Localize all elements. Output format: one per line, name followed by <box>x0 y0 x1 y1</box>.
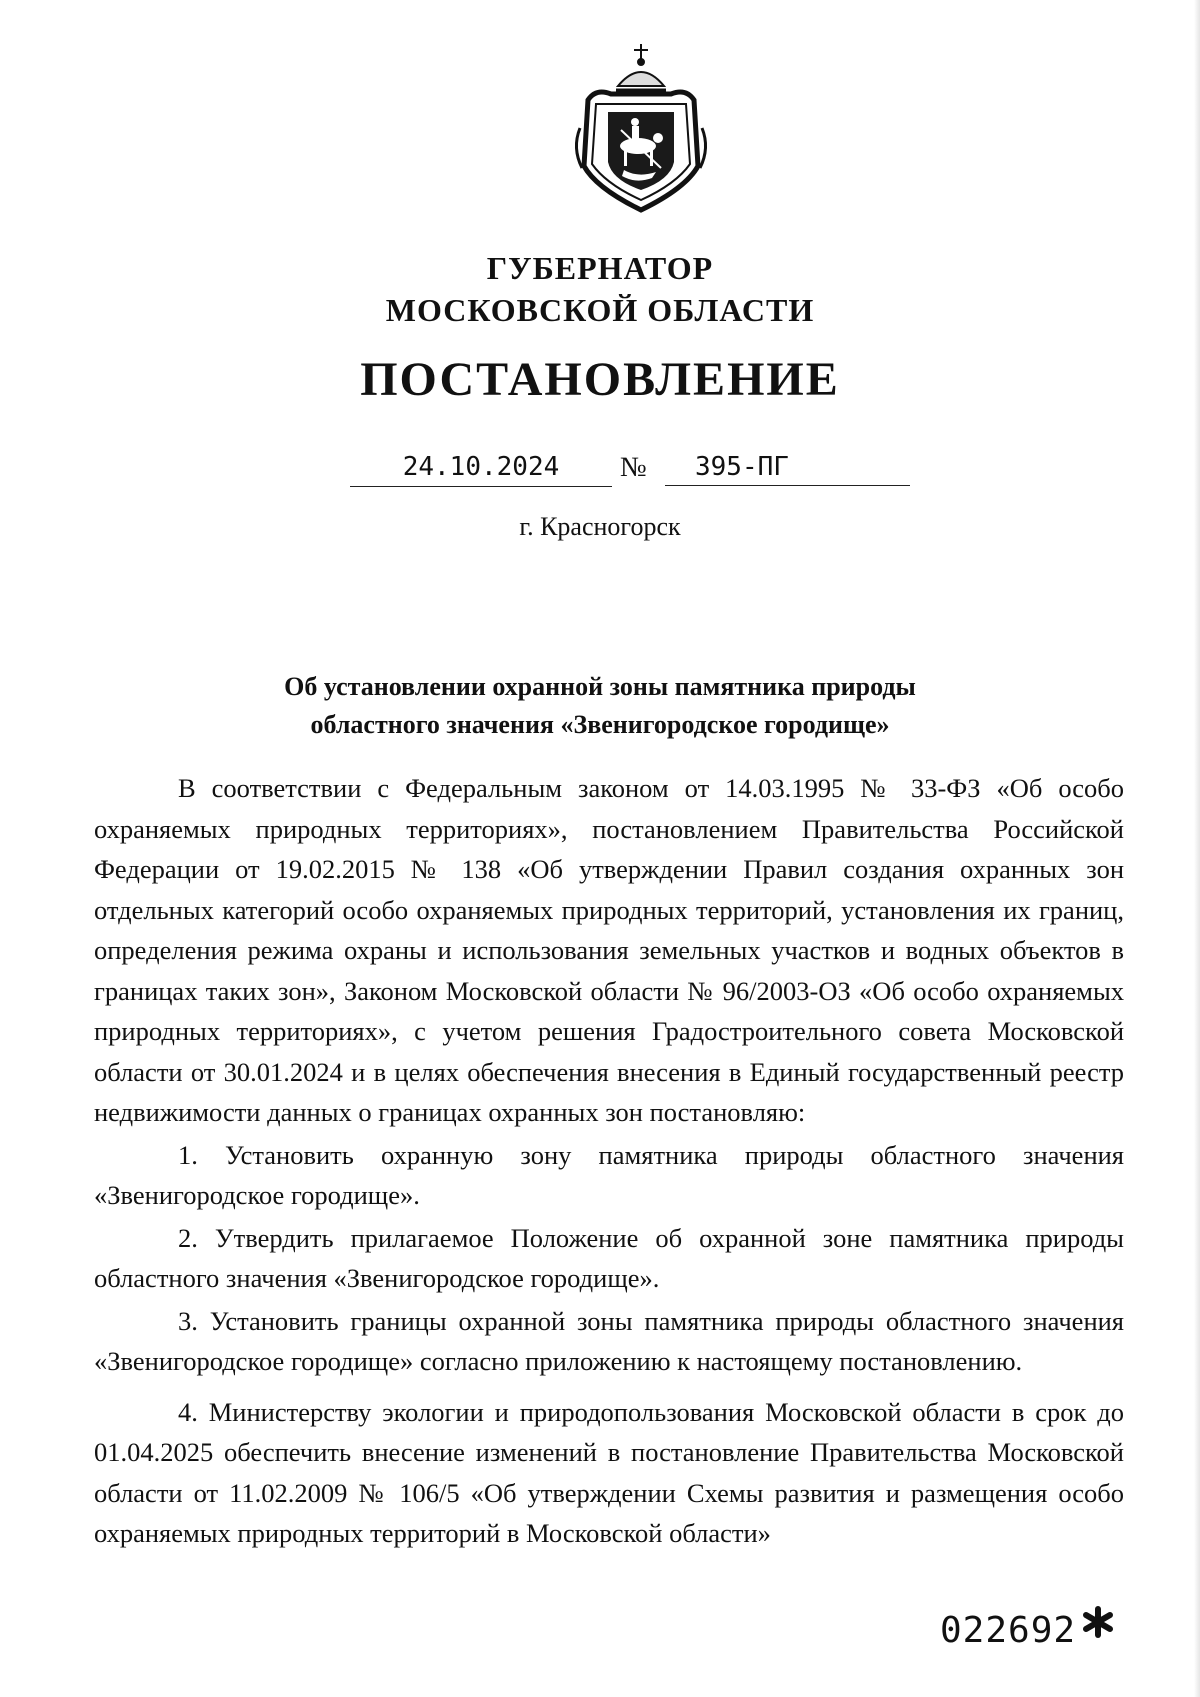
document-type: ПОСТАНОВЛЕНИЕ <box>360 353 840 406</box>
clause-1: 1. Установить охранную зону памятника природы областного значения «Звенигородское городище». <box>94 1139 1124 1210</box>
clause-4: 4. Министерству экологии и природопользования Московской области в срок до 01.04.2025 обеспечить внесение изменений в постановление Правительства Московской области от 11.02.2009 № 106/5 «Об утверждении Схемы развития и размещения особо охраняемых природных территорий в Московской области» <box>94 1396 1124 1548</box>
place-of-issue: г. Красногорск <box>519 512 681 541</box>
title-line-1: Об установлении охранной зоны памятника природы <box>284 672 916 701</box>
issuer-region: МОСКОВСКОЙ ОБЛАСТИ <box>385 292 815 328</box>
document-date: 24.10.2024 <box>350 450 612 487</box>
document-title <box>0 668 1200 744</box>
title-line-2: областного значения «Звенигородское городище» <box>310 710 890 739</box>
clause-3: 3. Установить границы охранной зоны памятника природы областного значения «Звенигородское городище» согласно приложению к настоящему постановлению. <box>94 1305 1124 1376</box>
asterisk-icon <box>1080 1604 1116 1640</box>
scan-edge-shadow <box>1194 0 1200 1697</box>
date-number-line <box>350 450 910 490</box>
serial-number: 022692 <box>940 1610 1077 1651</box>
coat-of-arms-icon <box>566 38 716 218</box>
document-number: 395-ПГ <box>665 450 910 486</box>
document-body <box>94 768 1124 1554</box>
number-sign: № <box>620 452 647 483</box>
clause-2: 2. Утвердить прилагаемое Положение об охранной зоне памятника природы областного значения «Звенигородское городище». <box>94 1222 1124 1293</box>
issuer-title: ГУБЕРНАТОР <box>486 250 714 286</box>
preamble-paragraph: В соответствии с Федеральным законом от 14.03.1995 № 33-ФЗ «Об особо охраняемых природных территориях», постановлением Правительства Российской Федерации от 19.02.2015 № 138 «Об утверждении Правил создания охранных зон отдельных категорий особо охраняемых природных территорий, установления их границ, определения режима охраны и использования земельных участков и водных объектов в границах таких зон», Законом Московской области № 96/2003-ОЗ «Об особо охраняемых природных территориях», с учетом решения Градостроительного совета Московской области от 30.01.2024 и в целях обеспечения внесения в Единый государственный реестр недвижимости данных о границах охранных зон постановляю: <box>94 773 1124 1127</box>
